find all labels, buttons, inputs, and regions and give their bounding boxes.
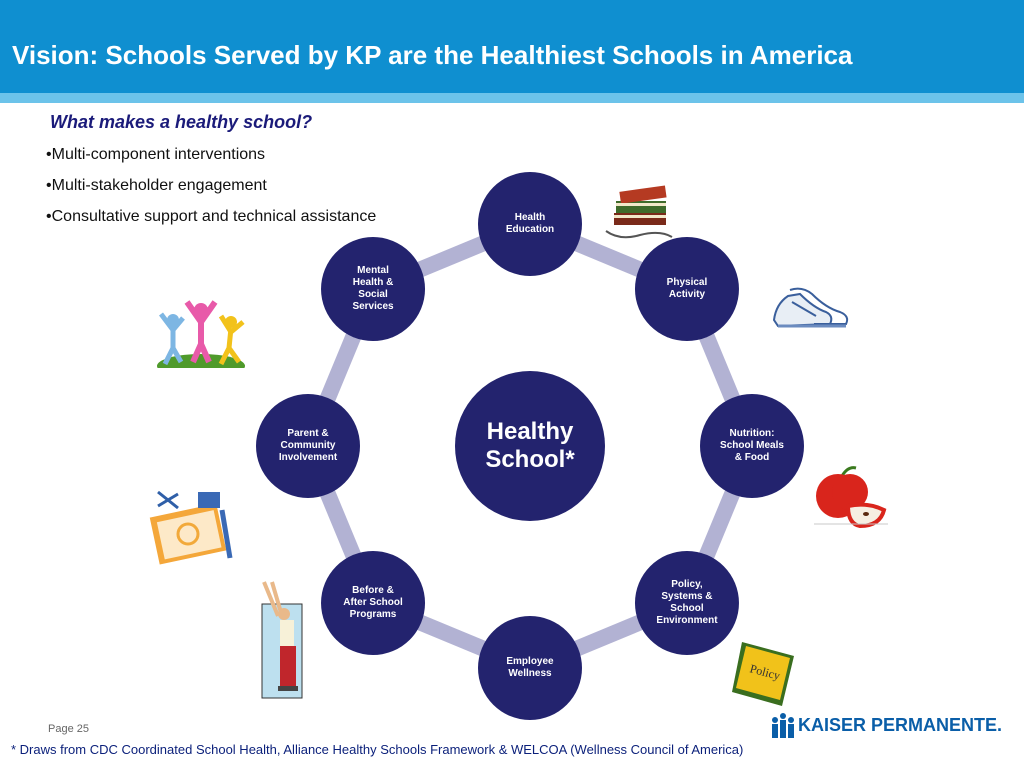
books-icon [600,175,680,245]
component-label-line: Social [358,289,388,301]
bullet-item: • Consultative support and technical assistance [46,207,376,238]
component-label-line: Nutrition: [729,428,775,439]
component-label [263,406,353,486]
logo-text: KAISER PERMANENTE. [798,715,1003,735]
component-label [328,563,418,643]
component-label-line: Mental [357,265,389,277]
footnote: * Draws from CDC Coordinated School Health, Alliance Healthy Schools Framework & WELCOA (Wellness Council of America) [11,742,744,757]
component-label-line: Health [514,212,546,223]
component-label-line: Environment [656,614,718,626]
component-label [328,249,418,329]
component-label-line: Services [352,301,394,313]
center-label-line: School* [485,446,575,473]
component-label [642,249,732,329]
component-label [485,628,575,708]
component-label-line: Physical [666,277,708,289]
component-label-line: Employee [506,656,554,667]
center-label-line: Healthy [486,418,574,445]
kaiser-permanente-logo [768,708,1003,742]
component-label [642,563,732,643]
page-number: Page 25 [48,723,89,735]
component-label [707,406,797,486]
intro-question: What makes a healthy school? [50,112,313,132]
component-label-line: Education [505,224,555,235]
component-label-line: Community [280,440,336,451]
apple-icon [808,462,890,532]
component-label-line: Health & [352,277,394,289]
policy-book-icon [730,636,798,708]
policy-book-label: Policy [748,661,782,683]
kp-logo-icon [768,708,798,742]
component-label [485,184,575,264]
component-label-line: & Food [734,452,770,463]
component-label-line: Parent & [287,428,329,439]
stretching-person-icon [258,580,306,700]
component-label-line: Systems & [661,590,713,602]
component-label-line: After School [343,596,403,608]
slide-title: Vision: Schools Served by KP are the Healthiest Schools in America [12,40,853,70]
component-label-line: Activity [668,289,706,301]
component-label-line: Programs [349,608,397,620]
bullet-item: • Multi-component interventions [46,145,376,176]
component-label-line: Wellness [508,668,552,679]
bullet-item: • Multi-stakeholder engagement [46,176,376,207]
component-label-line: School [670,602,704,614]
component-label-line: Before & [352,584,394,596]
component-label-line: Policy, [671,578,703,590]
art-supplies-icon [148,488,234,568]
sneakers-icon [770,282,852,334]
component-label-line: Involvement [278,452,338,463]
component-label-line: School Meals [720,440,784,451]
children-icon [155,298,247,368]
center-label [455,418,605,474]
